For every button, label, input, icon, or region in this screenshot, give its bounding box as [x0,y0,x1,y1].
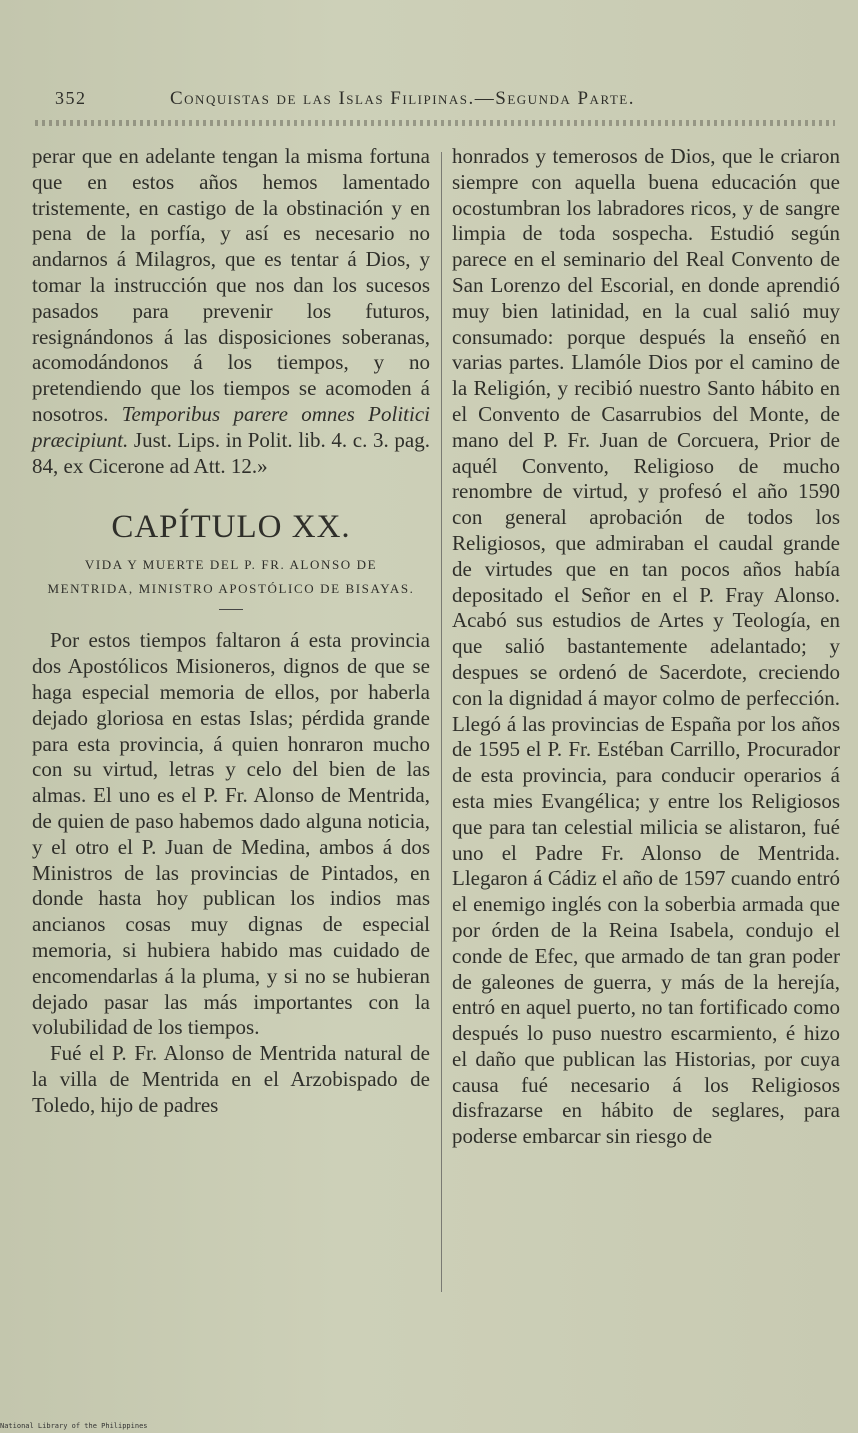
left-column [32,144,430,1119]
right-paragraph-1: honrados y temerosos de Dios, que le criaron siempre con aquella buena educación que ocostumbran los labradores ricos, y de sangre limpia de toda sospecha. Estudió según parece en el seminario del Real Convento de San Lorenzo del Escorial, en donde aprendió muy bien latinidad, en la cual salió muy consumado: porque después la enseñó en varias partes. Llamóle Dios por el camino de la Religión, y recibió nuestro Santo hábito en el Convento de Casarrubios del Monte, de mano del P. Fr. Juan de Corcuera, Prior de aquél Convento, Religioso de mucho renombre de virtud, y profesó el año 1590 con general aprobación de todos los Religiosos, que admiraban el caudal grande de virtudes que en tan pocos años había depositado el Señor en el P. Fray Alonso. Acabó sus estudios de Artes y Teología, en que salió bastantemente adelantado; y despues se ordenó de Sacerdote, creciendo con la dignidad á mayor colmo de perfección. Llegó á las provincias de España por los años de 1595 el P. Fr. Estéban Carrillo, Procurador de esta provincia, para conducir operarios á esta mies Evangélica; y entre los Religiosos que para tan celestial milicia se alistaron, fué uno el Padre Fr. Alonso de Mentrida. Llegaron á Cádiz el año de 1597 cuando entró el enemigo inglés con la soberbia armada que por órden de la Reina Isabela, condujo el conde de Efec, que armado de tan gran poder de galeones de guerra, y más de la herejía, entró en aquel puerto, no tan fortificado como después lo puso nuestro escarmiento, é hizo el daño que publican las Historias, por cuya causa fué necesario á los Religiosos disfrazarse en hábito de seglares, para poderse embarcar sin riesgo de [452,144,840,1149]
page-header [55,88,785,118]
footer-credit: National Library of the Philippines [0,1422,148,1430]
left-paragraph-3: Fué el P. Fr. Alonso de Mentrida natural de la villa de Mentrida en el Arzobispado de Toledo, hijo de padres [32,1041,430,1117]
right-column [452,144,840,1150]
running-head: Conquistas de las Islas Filipinas.—Segunda Parte. [170,88,635,109]
column-divider [441,152,442,1292]
header-ornamental-rule [35,120,835,126]
chapter-subtitle: VIDA Y MUERTE DEL P. FR. ALONSO DE MENTRIDA, MINISTRO APOSTÓLICO DE BISAYAS. [47,557,415,597]
chapter-rule [219,609,243,610]
left-paragraph-continued [32,144,430,479]
left-p1-citation: Just. Lips. in Polit. lib. 4. c. 3. pag. 84, ex Cicerone ad Att. 12.» [32,427,430,478]
latin-quotation: Temporibus parere omnes Politici præcipiunt. [32,401,430,452]
left-paragraph-2: Por estos tiempos faltaron á esta provincia dos Apostólicos Misioneros, dignos de que se haga especial memoria de ellos, por haberla dejado gloriosa en estas Islas; pérdida grande para esta provincia, á quien honraron mucho con su virtud, letras y celo del bien de las almas. El uno es el P. Fr. Alonso de Mentrida, de quien de paso habemos dado alguna noticia, y el otro el P. Juan de Medina, ambos á dos Ministros de las provincias de Pintados, en donde hasta hoy publican los indios mas ancianos cosas muy dignas de especial memoria, si hubiera habido mas cuidado de encomendarlas á la pluma, y si no se hubieran dejado pasar las más importantes con la volubilidad de los tiempos. [32,628,430,1040]
page-number: 352 [55,88,87,108]
left-p1-text: perar que en adelante tengan la misma fortuna que en estos años hemos lamentado tristemente, en castigo de la obstinación y en pena de la porfía, y así es necesario no andarnos á Milagros, que es tentar á Dios, y tomar la instrucción que nos dan los sucesos pasados para prevenir los futuros, resignándonos á las disposiciones soberanas, acomodándonos á los tiempos, y no pretendiendo que los tiempos se acomoden á nosotros. [32,144,430,426]
chapter-title: CAPÍTULO XX. [111,509,351,546]
